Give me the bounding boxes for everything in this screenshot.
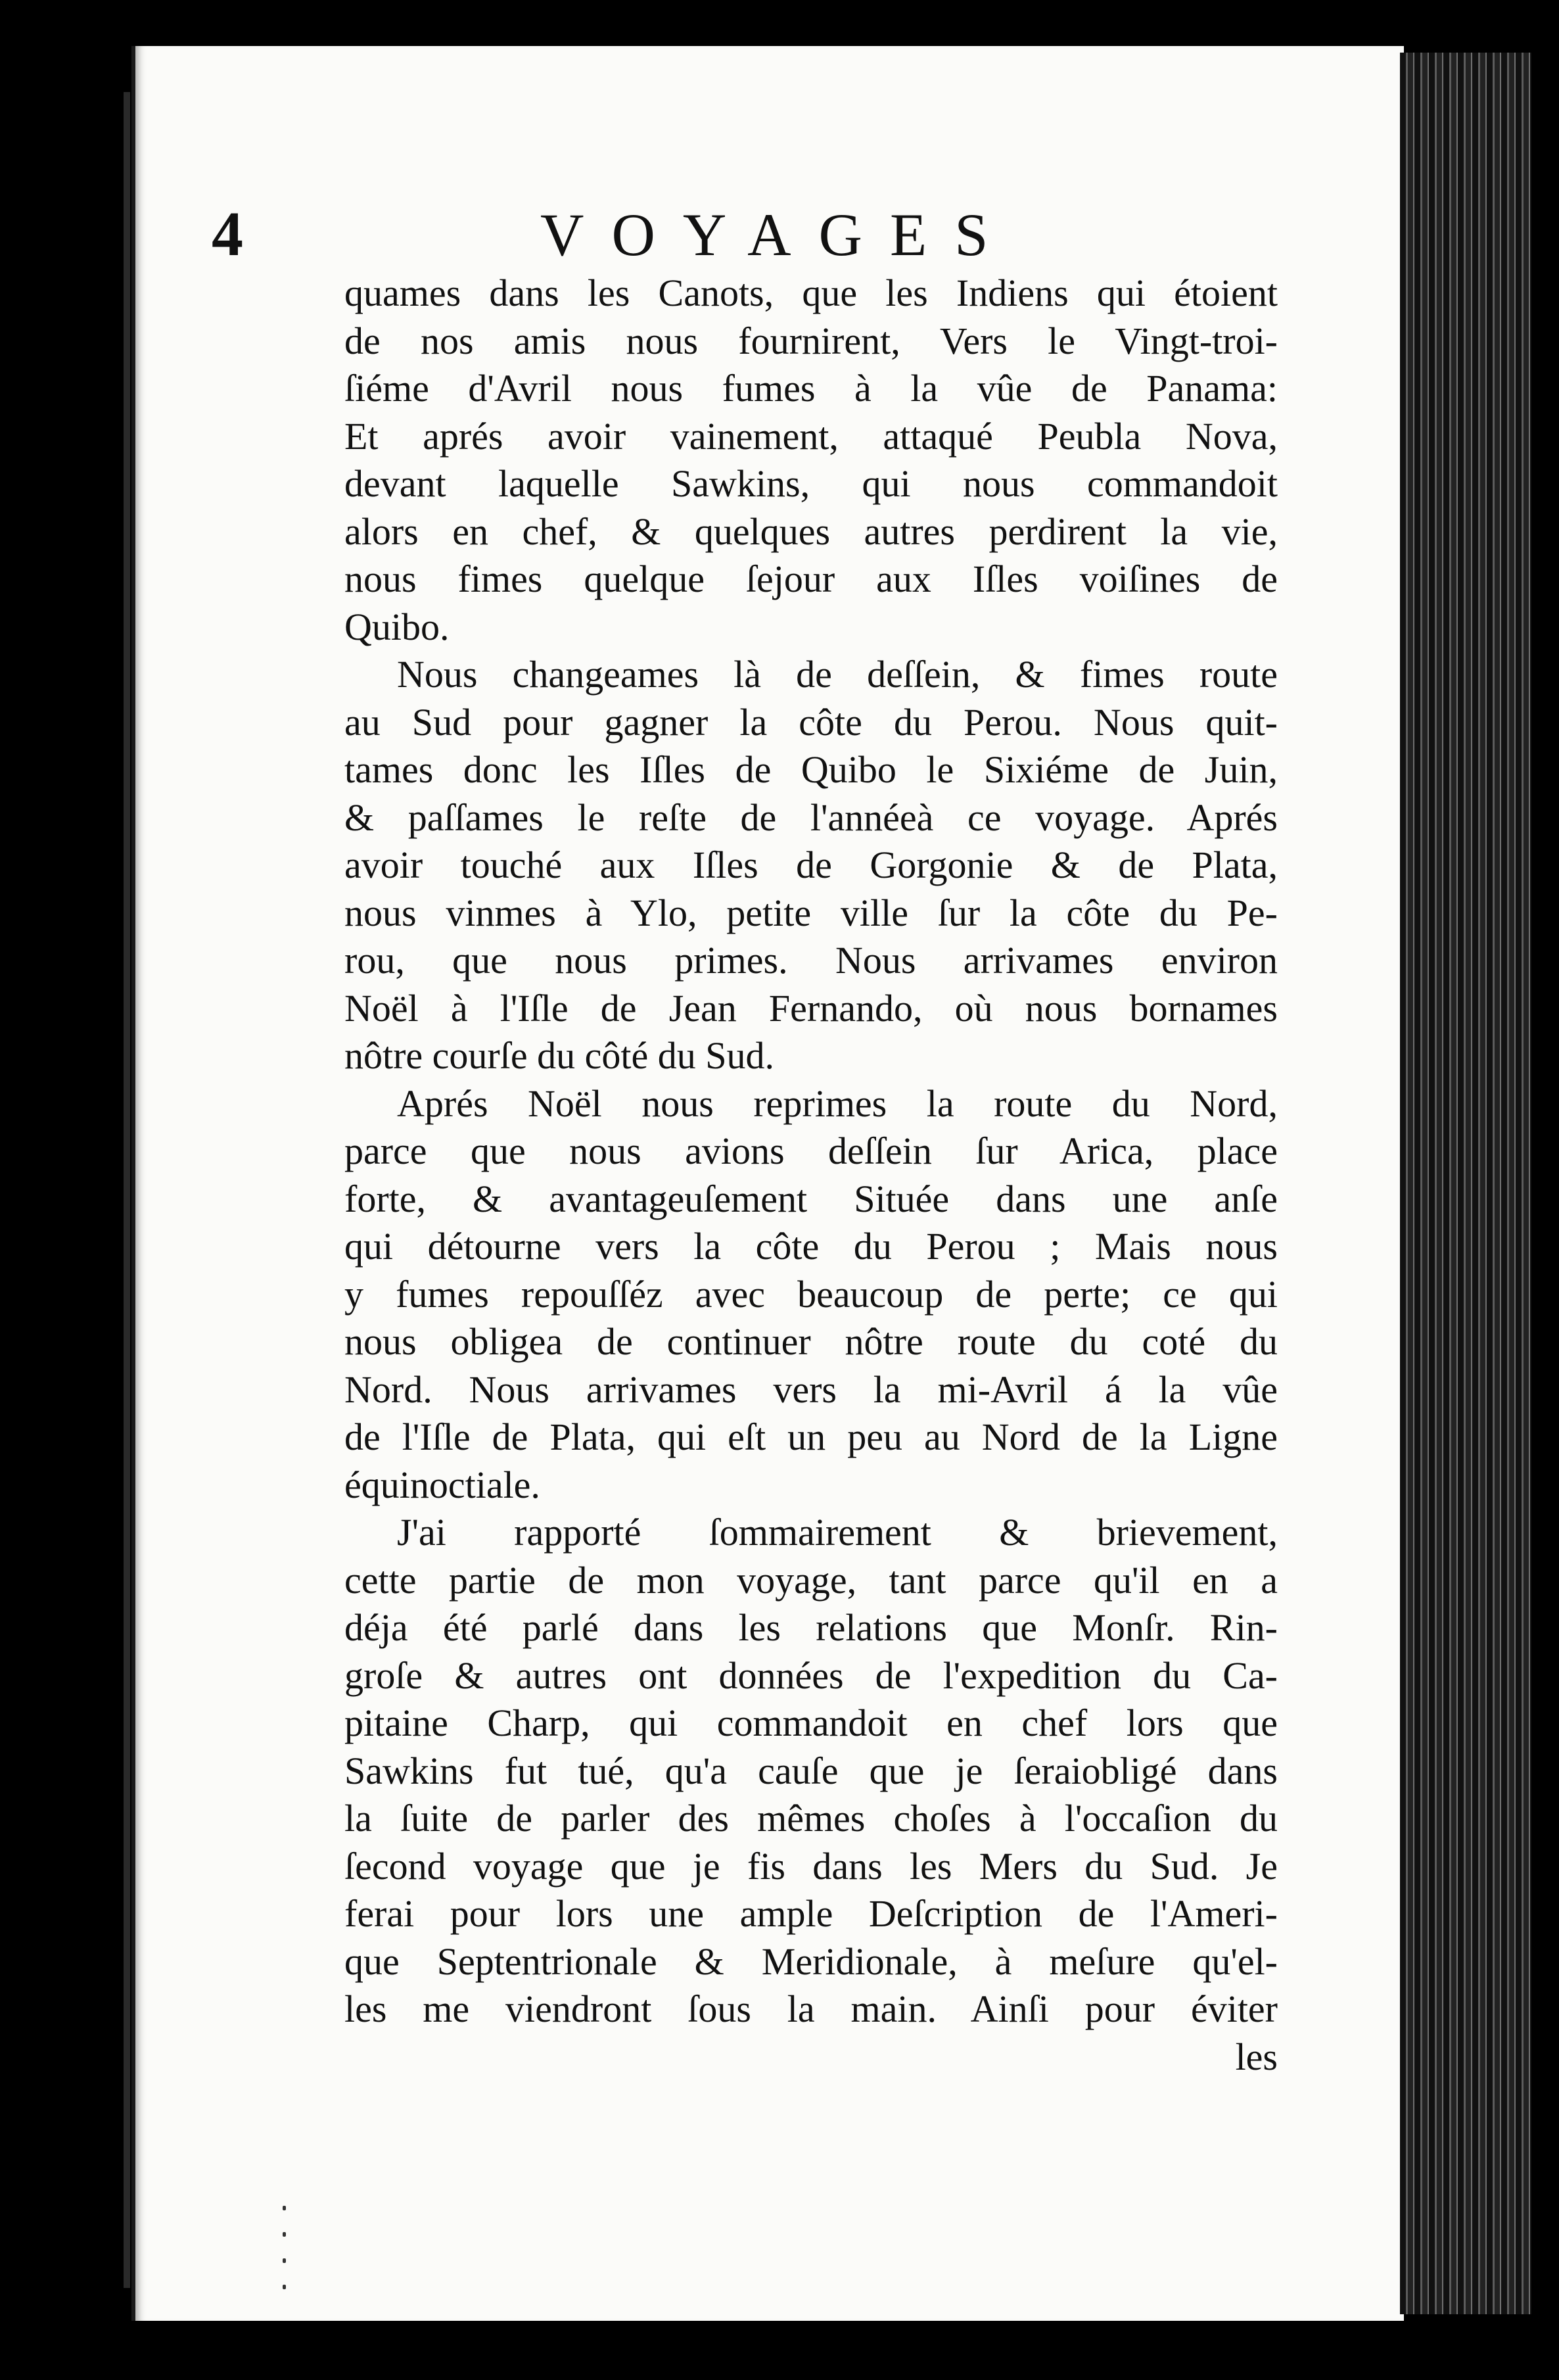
text-line: rou, que nous primes. Nous arrivames environ [344,939,1278,982]
text-line: nous fimes quelque ſejour aux Iſles voiſines de [344,558,1278,600]
text-line: ſiéme d'Avril nous fumes à la vûe de Panama: [344,367,1278,410]
text-line: les me viendront ſous la main. Ainſi pour éviter [344,1987,1278,2030]
text-line: Quibo. [344,605,450,648]
text-line: Aprés Noël nous reprimes la route du Nord, [397,1082,1278,1125]
text-line: quames dans les Canots, que les Indiens qui étoient [344,272,1278,314]
text-line: ferai pour lors une ample Deſcription de l'Ameri- [344,1892,1278,1935]
text-line: équinoctiale. [344,1463,540,1506]
text-line: pitaine Charp, qui commandoit en chef lors que [344,1702,1278,1744]
text-line: nous obligea de continuer nôtre route du coté du [344,1320,1278,1363]
running-title: VOYAGES [540,201,1016,268]
text-line: forte, & avantageuſement Située dans une anſe [344,1177,1278,1220]
margin-specks [283,2206,287,2311]
text-line: Nord. Nous arrivames vers la mi-Avril á la vûe [344,1368,1278,1411]
text-line: de nos amis nous fournirent, Vers le Vingt-troi- [344,319,1278,362]
text-line: Et aprés avoir vainement, attaqué Peubla Nova, [344,414,1278,458]
body-text [344,270,1278,2081]
text-line: que Septentrionale & Meridionale, à meſure qu'el- [344,1940,1278,1983]
text-line: J'ai rapporté ſommairement & brievement, [397,1511,1278,1554]
text-line: au Sud pour gagner la côte du Perou. Nous quit- [344,700,1278,744]
text-line: tames donc les Iſles de Quibo le Sixiéme de Juin, [344,748,1278,791]
catchword: les [1235,2035,1278,2078]
text-line: alors en chef, & quelques autres perdirent la vie, [344,510,1278,553]
text-line: Nous changeames là de deſſein, & fimes route [397,653,1278,696]
text-line: avoir touché aux Iſles de Gorgonie & de Plata, [344,844,1278,886]
text-line: & paſſames le reſte de l'annéeà ce voyage. Aprés [344,796,1278,839]
text-line: y fumes repouſſéz avec beaucoup de perte; ce qui [344,1272,1278,1316]
page-number: 4 [212,199,243,269]
binding-shadow [124,92,130,2288]
text-line: déja été parlé dans les relations que Monſr. Rin- [344,1606,1278,1649]
text-line: qui détourne vers la côte du Perou ; Mais nous [344,1225,1278,1268]
text-line: Noël à l'Iſle de Jean Fernando, où nous bornames [344,986,1278,1030]
adjacent-page-edges [1400,53,1531,2314]
text-line: cette partie de mon voyage, tant parce qu'il en a [344,1558,1278,1602]
text-line: Sawkins fut tué, qu'a cauſe que je ſeraiobligé dans [344,1749,1278,1792]
text-line: nôtre courſe du côté du Sud. [344,1034,774,1077]
text-line: devant laquelle Sawkins, qui nous commandoit [344,462,1278,505]
text-line: parce que nous avions deſſein ſur Arica, place [344,1130,1278,1172]
page-header [212,197,1263,276]
text-line: de l'Iſle de Plata, qui eſt un peu au Nord de la Ligne [344,1416,1278,1458]
text-line: nous vinmes à Ylo, petite ville ſur la côte du Pe- [344,891,1278,934]
text-line: ſecond voyage que je fis dans les Mers du Sud. Je [344,1844,1278,1888]
text-line: groſe & autres ont données de l'expedition du Ca- [344,1654,1278,1697]
text-line: la ſuite de parler des mêmes choſes à l'occaſion du [344,1797,1278,1840]
